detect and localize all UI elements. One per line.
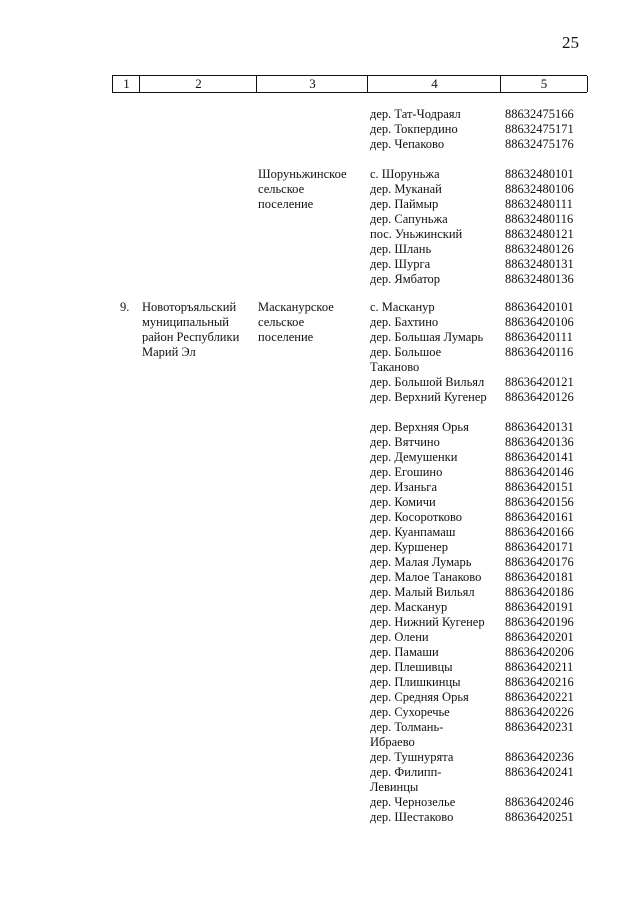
list-item bbox=[370, 197, 600, 212]
list-item bbox=[370, 720, 600, 750]
district-name-line: Марий Эл bbox=[142, 345, 196, 359]
locality-code: 88632475176 bbox=[505, 137, 574, 151]
header-col-3: 3 bbox=[256, 76, 368, 92]
locality-name: дер. Верхний Кугенер bbox=[370, 390, 487, 404]
locality-code: 88632480131 bbox=[505, 257, 574, 271]
locality-name: дер. Шестаково bbox=[370, 810, 454, 824]
list-item bbox=[370, 630, 600, 645]
list-item bbox=[370, 122, 600, 137]
locality-code: 88632480126 bbox=[505, 242, 574, 256]
list-item bbox=[370, 570, 600, 585]
locality-code: 88632480106 bbox=[505, 182, 574, 196]
locality-name: дер. Большой Вильял bbox=[370, 375, 485, 389]
locality-name: дер. Шурга bbox=[370, 257, 431, 271]
locality-name: дер. Верхняя Орья bbox=[370, 420, 469, 434]
locality-name: с. Масканур bbox=[370, 300, 435, 314]
row-number: 9. bbox=[120, 300, 130, 314]
list-item bbox=[370, 765, 600, 795]
locality-code: 88636420126 bbox=[505, 390, 574, 404]
locality-name: дер. Вятчино bbox=[370, 435, 440, 449]
locality-code: 88632480101 bbox=[505, 167, 574, 181]
list-item bbox=[370, 450, 600, 465]
locality-name: дер. Чепаково bbox=[370, 137, 445, 151]
locality-code: 88636420146 bbox=[505, 465, 574, 479]
list-item bbox=[370, 615, 600, 630]
locality-name: дер. Куанпамаш bbox=[370, 525, 456, 539]
locality-code: 88636420121 bbox=[505, 375, 574, 389]
page-number: 25 bbox=[562, 33, 579, 52]
list-item bbox=[370, 375, 600, 390]
locality-name: дер. Плешивцы bbox=[370, 660, 453, 674]
locality-name: дер. Большая Лумарь bbox=[370, 330, 484, 344]
locality-name: дер. Демушенки bbox=[370, 450, 458, 464]
list-item bbox=[370, 525, 600, 540]
list-item bbox=[370, 705, 600, 720]
list-item bbox=[370, 107, 600, 122]
settlement-name-line: поселение bbox=[258, 197, 314, 211]
list-item bbox=[370, 810, 600, 825]
locality-code: 88632480136 bbox=[505, 272, 574, 286]
locality-code: 88632475166 bbox=[505, 107, 574, 121]
locality-code: 88636420251 bbox=[505, 810, 574, 824]
locality-name: дер. Нижний Кугенер bbox=[370, 615, 485, 629]
locality-code: 88636420201 bbox=[505, 630, 574, 644]
locality-name: дер. Филипп-Левинцы bbox=[370, 765, 442, 794]
settlement-name-line: сельское bbox=[258, 182, 305, 196]
locality-name: пос. Уньжинский bbox=[370, 227, 463, 241]
locality-name: дер. Малая Лумарь bbox=[370, 555, 472, 569]
locality-name: дер. Олени bbox=[370, 630, 429, 644]
locality-name: с. Шоруньжа bbox=[370, 167, 440, 181]
list-item bbox=[370, 242, 600, 257]
list-item bbox=[370, 690, 600, 705]
locality-code: 88636420171 bbox=[505, 540, 574, 554]
locality-code: 88636420101 bbox=[505, 300, 574, 314]
locality-name: дер. Косоротково bbox=[370, 510, 463, 524]
locality-code: 88636420246 bbox=[505, 795, 574, 809]
locality-code: 88636420191 bbox=[505, 600, 574, 614]
list-item bbox=[370, 137, 600, 152]
list-item bbox=[370, 315, 600, 330]
locality-code: 88632475171 bbox=[505, 122, 574, 136]
list-item bbox=[370, 420, 600, 435]
list-item bbox=[370, 585, 600, 600]
locality-name: дер. Муканай bbox=[370, 182, 442, 196]
locality-code: 88636420131 bbox=[505, 420, 574, 434]
locality-code: 88636420106 bbox=[505, 315, 574, 329]
locality-name: дер. Токпердино bbox=[370, 122, 458, 136]
list-item bbox=[370, 750, 600, 765]
list-item bbox=[370, 510, 600, 525]
locality-code: 88632480111 bbox=[505, 197, 573, 211]
list-item bbox=[370, 645, 600, 660]
settlement-name-line: Шоруньжинское bbox=[258, 167, 347, 181]
locality-name: дер. Егошино bbox=[370, 465, 443, 479]
list-item bbox=[370, 795, 600, 810]
locality-code: 88636420156 bbox=[505, 495, 574, 509]
locality-code: 88636420196 bbox=[505, 615, 574, 629]
locality-name: дер. Комичи bbox=[370, 495, 436, 509]
locality-name: дер. Масканур bbox=[370, 600, 448, 614]
list-item bbox=[370, 330, 600, 345]
locality-name: дер. Плишкинцы bbox=[370, 675, 461, 689]
locality-code: 88636420231 bbox=[505, 720, 574, 734]
list-item bbox=[370, 182, 600, 197]
table-header-row bbox=[112, 75, 587, 93]
locality-code: 88636420216 bbox=[505, 675, 574, 689]
locality-name: дер. Большое Таканово bbox=[370, 345, 442, 374]
locality-code: 88636420181 bbox=[505, 570, 574, 584]
locality-code: 88636420136 bbox=[505, 435, 574, 449]
settlement-name-line: поселение bbox=[258, 330, 314, 344]
locality-code: 88636420211 bbox=[505, 660, 574, 674]
locality-code: 88636420236 bbox=[505, 750, 574, 764]
locality-code: 88636420176 bbox=[505, 555, 574, 569]
list-item bbox=[370, 555, 600, 570]
list-item bbox=[370, 167, 600, 182]
locality-code: 88636420151 bbox=[505, 480, 574, 494]
locality-name: дер. Сухоречье bbox=[370, 705, 450, 719]
header-col-4: 4 bbox=[367, 76, 501, 92]
list-item bbox=[370, 272, 600, 287]
locality-name: дер. Шлань bbox=[370, 242, 432, 256]
locality-name: дер. Памаши bbox=[370, 645, 439, 659]
district-name-line: район Республики bbox=[142, 330, 240, 344]
locality-name: дер. Тушнурята bbox=[370, 750, 454, 764]
list-item bbox=[370, 390, 600, 420]
locality-code: 88636420141 bbox=[505, 450, 574, 464]
district-name-line: муниципальный bbox=[142, 315, 229, 329]
list-item bbox=[370, 480, 600, 495]
list-item bbox=[370, 227, 600, 242]
list-item bbox=[370, 435, 600, 450]
header-col-1: 1 bbox=[112, 76, 140, 92]
locality-name: дер. Сапуньжа bbox=[370, 212, 448, 226]
list-item bbox=[370, 540, 600, 555]
locality-name: дер. Ямбатор bbox=[370, 272, 441, 286]
list-item bbox=[370, 495, 600, 510]
locality-code: 88636420241 bbox=[505, 765, 574, 779]
list-item bbox=[370, 675, 600, 690]
locality-code: 88636420111 bbox=[505, 330, 573, 344]
locality-code: 88636420161 bbox=[505, 510, 574, 524]
locality-name: дер. Толмань-Ибраево bbox=[370, 720, 444, 749]
locality-code: 88636420166 bbox=[505, 525, 574, 539]
locality-code: 88636420186 bbox=[505, 585, 574, 599]
list-item bbox=[370, 345, 600, 375]
locality-code: 88636420206 bbox=[505, 645, 574, 659]
locality-name: дер. Паймыр bbox=[370, 197, 439, 211]
locality-code: 88632480116 bbox=[505, 212, 574, 226]
list-item bbox=[370, 257, 600, 272]
locality-name: дер. Бахтино bbox=[370, 315, 439, 329]
settlement-name-line: Масканурское bbox=[258, 300, 334, 314]
header-col-2: 2 bbox=[139, 76, 257, 92]
locality-name: дер. Чернозелье bbox=[370, 795, 456, 809]
list-item bbox=[370, 300, 600, 315]
locality-name: дер. Малое Танаково bbox=[370, 570, 482, 584]
locality-name: дер. Тат-Чодраял bbox=[370, 107, 461, 121]
locality-name: дер. Изаньга bbox=[370, 480, 437, 494]
locality-name: дер. Малый Вильял bbox=[370, 585, 475, 599]
locality-code: 88636420226 bbox=[505, 705, 574, 719]
header-col-5: 5 bbox=[500, 76, 588, 92]
district-name-line: Новоторъяльский bbox=[142, 300, 237, 314]
locality-name: дер. Средняя Орья bbox=[370, 690, 469, 704]
settlement-name-line: сельское bbox=[258, 315, 305, 329]
list-item bbox=[370, 660, 600, 675]
locality-code: 88632480121 bbox=[505, 227, 574, 241]
locality-code: 88636420116 bbox=[505, 345, 574, 359]
list-item bbox=[370, 212, 600, 227]
list-item bbox=[370, 465, 600, 480]
locality-code: 88636420221 bbox=[505, 690, 574, 704]
list-item bbox=[370, 600, 600, 615]
locality-name: дер. Куршенер bbox=[370, 540, 448, 554]
